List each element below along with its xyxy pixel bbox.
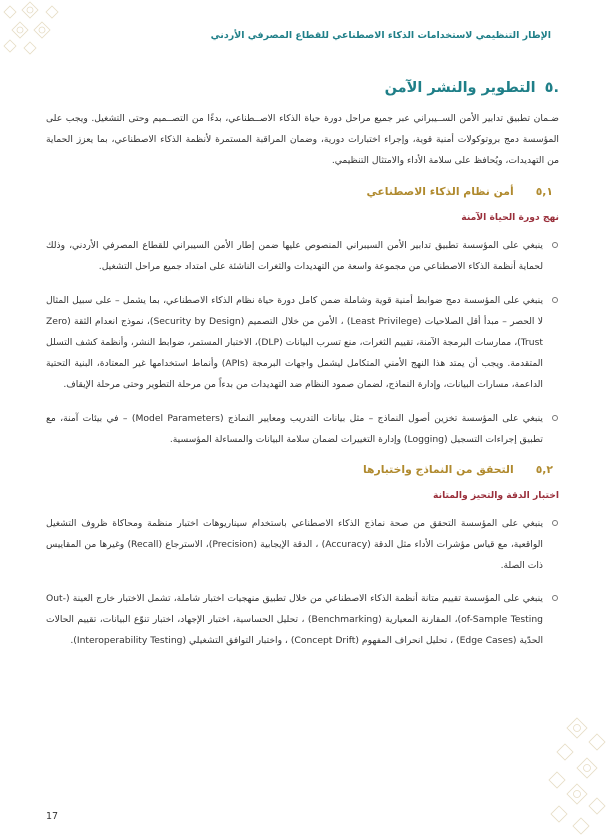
group-title-secure-lifecycle: نهج دورة الحياة الآمنة [461,212,559,223]
page-number: 17 [46,811,59,822]
list-item: ينبغي على المؤسسة التحقق من صحة نماذج الذكاء الاصطناعي باستخدام سيناريوهات اختبار منظمة ومحاكاة ظروف التشغيل الواقعية، مع قياس مؤشرات الأداء مثل الدقة (Accuracy) ، الدقة الإيجابية (Precision)، الاسترجاع (Recall) وغيرها من المقاييس ذات الصلة. [46,513,559,576]
page-content [46,80,559,663]
subsection-number: ٥,٢ [535,463,553,476]
list-item: ينبغي على المؤسسة دمج ضوابط أمنية قوية وشاملة ضمن كامل دورة حياة نظام الذكاء الاصطناعي، بما يشمل – على سبيل المثال لا الحصر – مبدأ أقل الصلاحيات (Least Privilege) ، الأمن من خلال التصميم (Security by Design)، نموذج انعدام الثقة (Zero Trust)، ممارسات البرمجة الآمنة، تقييم الثغرات، منع تسرب البيانات (DLP)، الاختبار المستمر، ضوابط النشر، وأنظمة كشف التسلل المتقدمة. ويجب أن يمتد هذا النهج الأمني المتكامل ليشمل واجهات البرمجة (APIs) وأنماط استخدامها غير المعتادة، البنية التحتية الداعمة، مسارات البيانات، وإدارة النماذج، لضمان صمود النظام ضد التهديدات من بدءاً من مرحلة التطوير وحتى مرحلة الإيقاف. [46,290,559,395]
corner-pattern-bottom-right [537,710,607,840]
subsection-number: ٥,١ [535,185,553,198]
subsection-heading-5-1 [46,185,559,198]
section-heading [46,80,559,96]
bullet-list-5-2 [46,513,559,651]
subsection-title: أمن نظام الذكاء الاصطناعي [366,185,514,198]
corner-pattern-top-left [0,0,70,60]
subsection-title: التحقق من النماذج واختبارها [362,463,514,476]
list-item: ينبغي على المؤسسة تقييم متانة أنظمة الذكاء الاصطناعي من خلال تطبيق منهجيات اختبار شاملة، تشمل الاختبار خارج العينة (Out-of-Sample Testing)، المقارنة المعيارية (Benchmarking) ، تحليل الحساسية، اختبار الإجهاد، اختبار تنوّع البيانات، تقييم الحالات الحدّية (Edge Cases) ، تحليل انحراف المفهوم (Concept Drift) ، واختبار التوافق التشغيلي (Interoperability Testing). [46,588,559,651]
list-item: ينبغي على المؤسسة تخزين أصول النماذج – مثل بيانات التدريب ومعايير النماذج (Model Parameters) – في بيئات آمنة، مع تطبيق إجراءات التسجيل (Logging) وإدارة التغييرات لضمان سلامة البيانات والمساءلة المؤسسية. [46,408,559,450]
section-number: .٥ [544,80,559,96]
list-item: ينبغي على المؤسسة تطبيق تدابير الأمن السيبراني المنصوص عليها ضمن إطار الأمن السيبراني للقطاع المصرفي الأردني، وذلك لحماية أنظمة الذكاء الاصطناعي من مجموعة واسعة من التهديدات والثغرات الناشئة على امتداد جميع مراحل التشغيل. [46,235,559,277]
section-title: التطوير والنشر الآمن [384,80,536,96]
subsection-heading-5-2 [46,463,559,476]
section-intro: ضـمان تطبيق تدابير الأمن الســيبراني عبر جميع مراحل دورة حياة الذكاء الاصــطناعي، بدءًا من التصــميم وحتى التشغيل. ويجب على المؤسسة دمج بروتوكولات أمنية قوية، وإجراء اختبارات دورية، وضمان المراقبة المستمرة لأنظمة الذكاء الاصطناعي، بما يعزز الحماية من التهديدات، ويُحافظ على سلامة الأداء والامتثال التنظيمي. [46,113,559,166]
group-title-accuracy-testing: اختبار الدقة والتحيز والمتانة [433,490,559,501]
running-header: الإطار التنظيمي لاستخدامات الذكاء الاصطناعي للقطاع المصرفي الأردني [210,30,551,41]
bullet-list-5-1 [46,235,559,450]
